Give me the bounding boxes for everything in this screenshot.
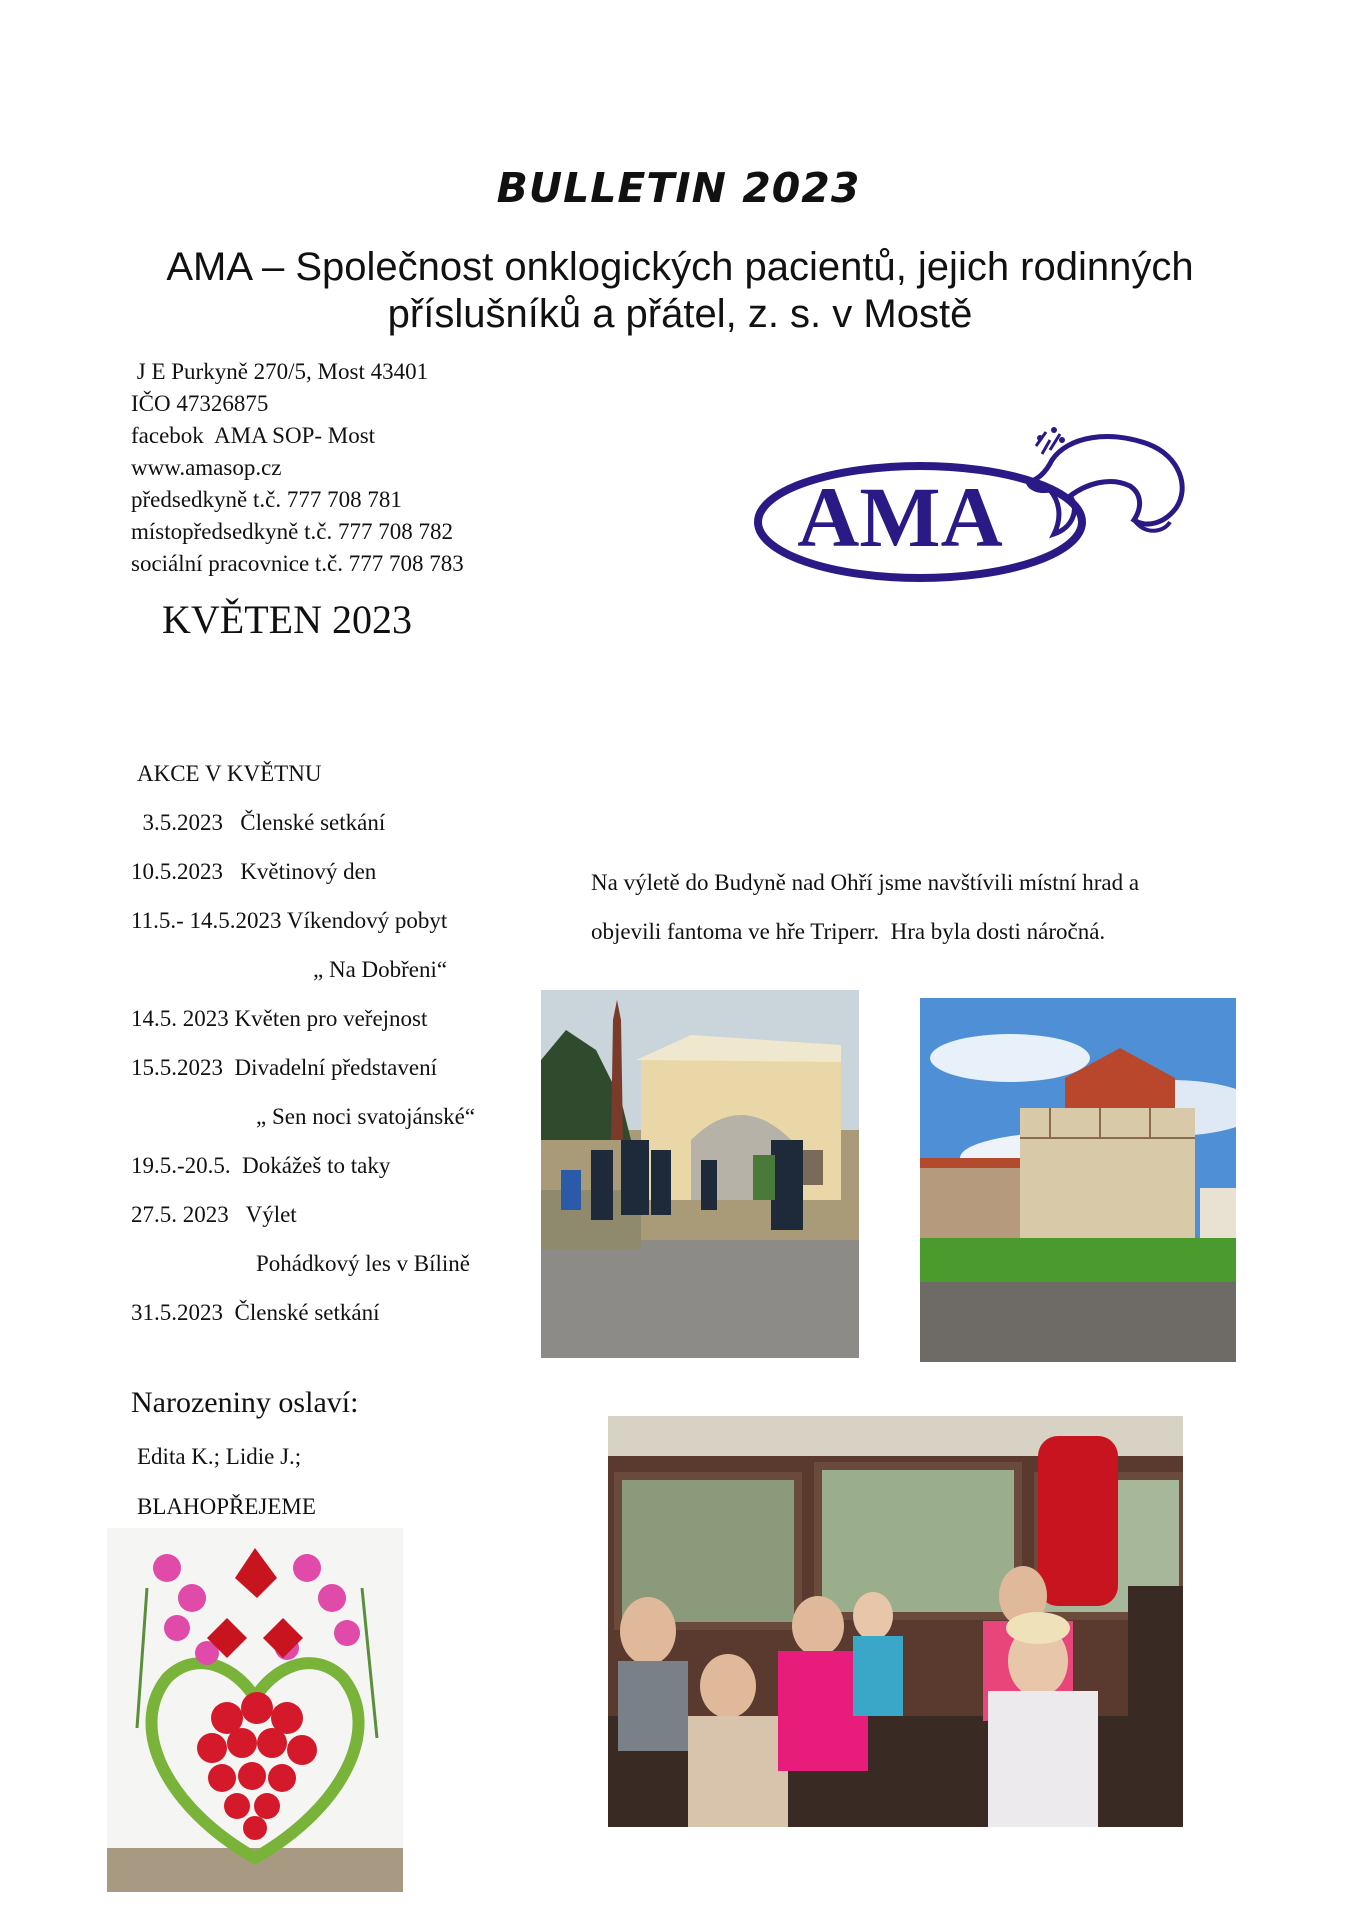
- event-item: 31.5.2023 Členské setkání: [131, 1300, 380, 1325]
- contact-vice-chair-phone: místopředsedkyně t.č. 777 708 782: [131, 519, 453, 544]
- event-item: „ Na Dobřeni“: [313, 957, 448, 982]
- contact-web: www.amasop.cz: [131, 455, 282, 480]
- event-item: 19.5.-20.5. Dokážeš to taky: [131, 1153, 391, 1178]
- trip-line-2: objevili fantoma ve hře Triperr. Hra byla dosti náročná.: [591, 919, 1106, 944]
- organization-name: [130, 244, 1230, 338]
- bulletin-title: BULLETIN 2023: [496, 164, 861, 212]
- org-line-1: AMA – Společnost onklogických pacientů, jejich rodinných: [166, 245, 1194, 289]
- photo-castle-tower: [920, 998, 1236, 1362]
- event-item: 11.5.- 14.5.2023 Víkendový pobyt: [131, 908, 448, 933]
- event-item: „ Sen noci svatojánské“: [256, 1104, 476, 1129]
- logo-text: AMA: [797, 469, 1003, 565]
- photo-train-group: [608, 1416, 1183, 1827]
- photo-flower-bouquet: [107, 1528, 403, 1892]
- org-line-2: příslušníků a přátel, z. s. v Mostě: [387, 292, 973, 336]
- ama-logo: [750, 410, 1190, 595]
- event-item: 15.5.2023 Divadelní představení: [131, 1055, 437, 1080]
- event-item: Pohádkový les v Bílině: [256, 1251, 471, 1276]
- contact-social-worker-phone: sociální pracovnice t.č. 777 708 783: [131, 551, 464, 576]
- event-item: 27.5. 2023 Výlet: [131, 1202, 297, 1227]
- contact-address: J E Purkyně 270/5, Most 43401: [131, 359, 429, 384]
- events-heading: AKCE V KVĚTNU: [137, 761, 322, 786]
- event-item: 14.5. 2023 Květen pro veřejnost: [131, 1006, 428, 1031]
- event-item: 3.5.2023 Členské setkání: [131, 810, 386, 835]
- trip-description: [591, 858, 1139, 956]
- birthdays-names: Edita K.; Lidie J.;: [137, 1444, 302, 1469]
- month-heading: KVĚTEN 2023: [162, 597, 412, 642]
- contact-block: [131, 356, 464, 580]
- contact-ico: IČO 47326875: [131, 391, 269, 416]
- birthdays-heading: Narozeniny oslaví:: [131, 1386, 359, 1419]
- event-item: 10.5.2023 Květinový den: [131, 859, 377, 884]
- contact-facebook: facebok AMA SOP- Most: [131, 423, 376, 448]
- photo-castle-gate-group: [541, 990, 859, 1358]
- trip-line-1: Na výletě do Budyně nad Ohří jsme navštívili místní hrad a: [591, 870, 1140, 895]
- contact-chair-phone: předsedkyně t.č. 777 708 781: [131, 487, 402, 512]
- birthdays-wish: BLAHOPŘEJEME: [137, 1494, 316, 1519]
